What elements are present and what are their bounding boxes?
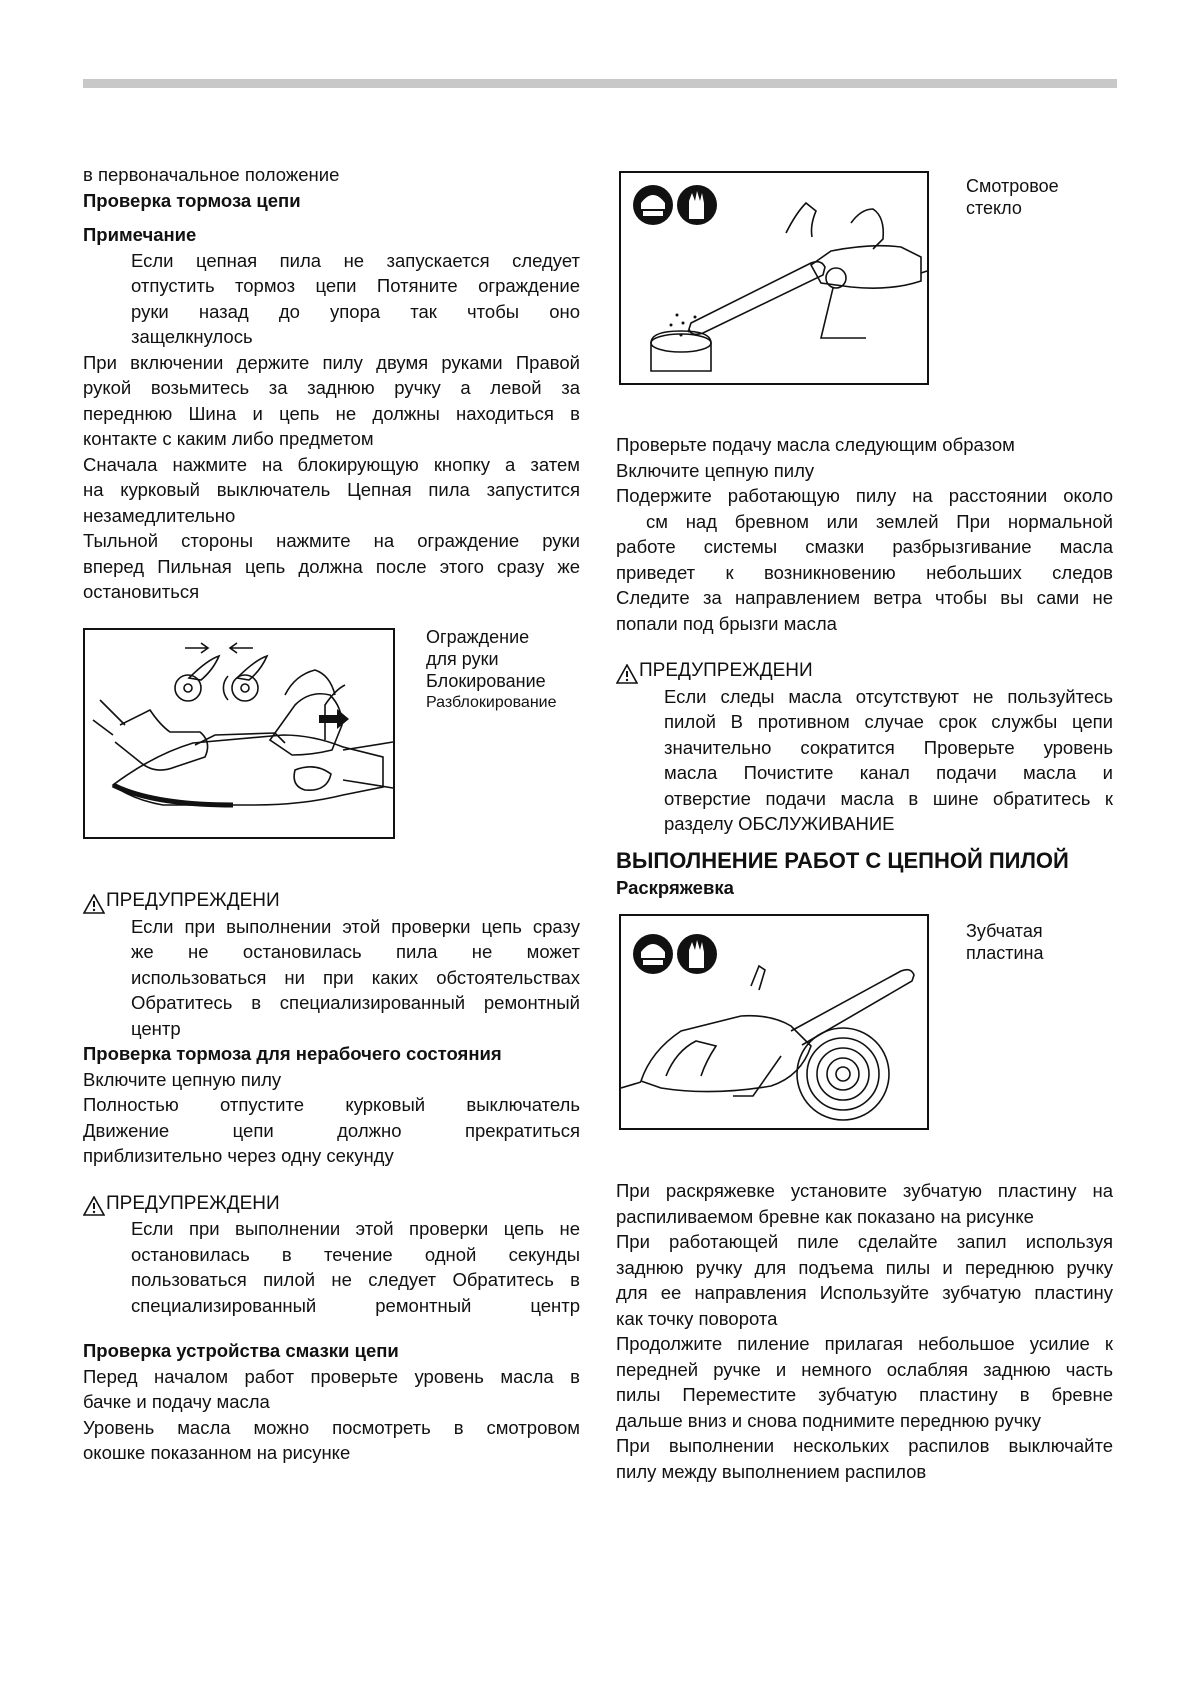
paragraph <box>83 452 580 529</box>
text-line: пользоваться пилой не следует Обратитесь в <box>131 1269 580 1290</box>
warning-triangle-icon <box>83 1196 105 1216</box>
text-line: приведет к возникновению небольших следов <box>616 561 1113 583</box>
heading-idle-brake: Проверка тормоза для нерабочего состояния <box>83 1043 502 1064</box>
text-line: Включите цепную пилу <box>616 459 815 481</box>
text-line: использоваться ни при каких обстоятельствах <box>131 966 580 988</box>
figure-bucking-captions <box>966 920 1044 964</box>
paragraph <box>83 1415 580 1466</box>
text-line: При раскряжевке установите зубчатую пластину на <box>616 1180 1113 1201</box>
caption-spike-bumper-2: пластина <box>966 943 1044 963</box>
text-line: окошке показанном на рисунке <box>83 1442 351 1463</box>
text-line: на курковый выключатель Цепная пила запустится <box>83 479 580 500</box>
section-heading-work: ВЫПОЛНЕНИЕ РАБОТ С ЦЕПНОЙ ПИЛОЙ <box>616 847 1069 873</box>
text-line: Следите за направлением ветра чтобы вы сами не <box>616 587 1113 608</box>
paragraph <box>616 1178 1113 1229</box>
text-line: При выполнении нескольких распилов выключайте <box>616 1435 1113 1456</box>
text-line: При работающей пиле сделайте запил используя <box>616 1231 1113 1252</box>
left-column-bottom <box>83 888 580 1466</box>
heading-chain-brake: Проверка тормоза цепи <box>83 189 301 211</box>
text-line: Если при выполнении этой проверки цепь не <box>131 1218 580 1239</box>
text-line: рукой возьмитесь за заднюю ручку а левой за <box>83 377 580 398</box>
text-line: вперед Пильная цепь должна после этого сразу же <box>83 555 580 577</box>
note-paragraph <box>83 248 580 350</box>
text-line: отверстие подачи масла в шине обратитесь к <box>664 787 1113 809</box>
paragraph <box>616 1229 1113 1331</box>
left-column-top <box>83 162 580 605</box>
text-line: руки назад до упора так чтобы оно <box>131 300 580 322</box>
figure-hand-guard-captions <box>426 626 557 714</box>
oil-spray-illustration <box>621 173 927 383</box>
caption-sight-glass: Смотровое <box>966 176 1059 196</box>
text-line: бачке и подачу масла <box>83 1391 270 1412</box>
text-line: значительно сократится Проверьте уровень <box>664 736 1113 758</box>
text-line: попали под брызги масла <box>616 612 837 634</box>
paragraph <box>616 585 1113 636</box>
warning-heading-1 <box>83 888 580 914</box>
warning-title: ПРЕДУПРЕЖДЕНИ <box>639 660 813 681</box>
warning-paragraph-3 <box>616 684 1113 837</box>
warning-triangle-icon <box>83 894 105 914</box>
text-line: переднюю Шина и цепь не должны находиться в <box>83 402 580 424</box>
text-line: Продолжите пиление прилагая небольшое усилие к <box>616 1333 1113 1354</box>
text-line: в первоначальное положение <box>83 164 340 185</box>
text-line: распиливаемом бревне как показано на рисунке <box>616 1205 1034 1227</box>
text-line: работе системы смазки разбрызгивание масла <box>616 536 1113 557</box>
text-line: для ее направления Используйте зубчатую пластину <box>616 1282 1113 1303</box>
figure-oil-check <box>619 171 929 385</box>
caption-unlock: Разблокирование <box>426 694 557 711</box>
caption-sight-glass-2: стекло <box>966 198 1022 218</box>
text-line: Движение цепи должно прекратиться <box>83 1119 580 1141</box>
paragraph <box>83 350 580 452</box>
text-line: пилы Переместите зубчатую пластину в бревне <box>616 1384 1113 1405</box>
heading-lubrication: Проверка устройства смазки цепи <box>83 1340 399 1361</box>
paragraph <box>616 483 1113 585</box>
text-line: масла Почистите канал подачи масла и <box>664 762 1113 783</box>
paragraph <box>616 1433 1113 1484</box>
figure-hand-guard <box>83 628 395 839</box>
warning-paragraph-2 <box>83 1216 580 1318</box>
text-line: Обратитесь в специализированный ремонтный <box>131 992 580 1013</box>
text-line: Если следы масла отсутствуют не пользуйтесь <box>664 685 1113 707</box>
warning-triangle-icon <box>616 664 638 684</box>
bucking-illustration <box>621 916 927 1128</box>
text-line: пилой В противном случае срок службы цепи <box>664 711 1113 732</box>
paragraph <box>83 1092 580 1169</box>
text-line: заднюю ручку для подъема пилы и переднюю ручку <box>616 1256 1113 1278</box>
warning-title: ПРЕДУПРЕЖДЕНИ <box>106 1192 280 1214</box>
paragraph <box>83 1364 580 1415</box>
text-line: Уровень масла можно посмотреть в смотровом <box>83 1416 580 1438</box>
text-line: остановиться <box>83 581 200 602</box>
text-line: центр <box>131 1017 181 1039</box>
text-line: При включении держите пилу двумя руками Правой <box>83 351 580 373</box>
text-line: Включите цепную пилу <box>83 1068 282 1090</box>
header-rule <box>83 79 1117 88</box>
caption-hand-guard-2: для руки <box>426 649 499 669</box>
text-line: как точку поворота <box>616 1307 778 1329</box>
figure-oil-check-captions <box>966 175 1059 219</box>
text-line: разделу ОБСЛУЖИВАНИЕ <box>664 813 895 834</box>
paragraph <box>83 528 580 605</box>
heading-note: Примечание <box>83 224 197 245</box>
chainsaw-brake-illustration <box>85 630 393 837</box>
caption-hand-guard: Ограждение <box>426 627 530 647</box>
warning-title: ПРЕДУПРЕЖДЕНИ <box>106 890 280 911</box>
text-line: приблизительно через одну секунду <box>83 1145 394 1166</box>
text-line: остановилась в течение одной секунды <box>131 1243 580 1265</box>
text-line: Полностью отпустите курковый выключатель <box>83 1094 580 1115</box>
figure-bucking <box>619 914 929 1130</box>
right-column-bottom <box>616 1178 1113 1484</box>
warning-heading-2 <box>83 1191 580 1217</box>
caption-lock: Блокирование <box>426 671 546 691</box>
text-line: Если цепная пила не запускается следует <box>131 249 580 271</box>
text-line: отпустить тормоз цепи Потяните ограждение <box>131 275 580 296</box>
text-line: незамедлительно <box>83 504 236 526</box>
text-line: Сначала нажмите на блокирующую кнопку а затем <box>83 453 580 475</box>
warning-heading-3 <box>616 658 1113 684</box>
text-line: Проверьте подачу масла следующим образом <box>616 434 1015 455</box>
text-line: Подержите работающую пилу на расстоянии около <box>616 485 1113 506</box>
text-line: см над бревном или землей При нормальной <box>646 510 1113 532</box>
text-line: Если при выполнении этой проверки цепь сразу <box>131 915 580 937</box>
text-line: защелкнулось <box>131 326 253 347</box>
text-line: контакте с каким либо предметом <box>83 428 374 449</box>
text-line: дальше вниз и снова поднимите переднюю ручку <box>616 1409 1041 1431</box>
text-line: Тыльной стороны нажмите на ограждение руки <box>83 530 580 551</box>
text-line: Перед началом работ проверьте уровень масла в <box>83 1365 580 1387</box>
heading-bucking: Раскряжевка <box>616 876 734 898</box>
warning-paragraph-1 <box>83 914 580 1042</box>
text-line: специализированный ремонтный центр <box>131 1294 580 1316</box>
text-line: передней ручке и немного ослабляя заднюю часть <box>616 1358 1113 1380</box>
caption-spike-bumper: Зубчатая <box>966 921 1043 941</box>
paragraph <box>616 1331 1113 1433</box>
text-line: пилу между выполнением распилов <box>616 1460 927 1482</box>
text-line: же не остановилась пила не может <box>131 941 580 962</box>
right-column-middle <box>616 432 1113 900</box>
